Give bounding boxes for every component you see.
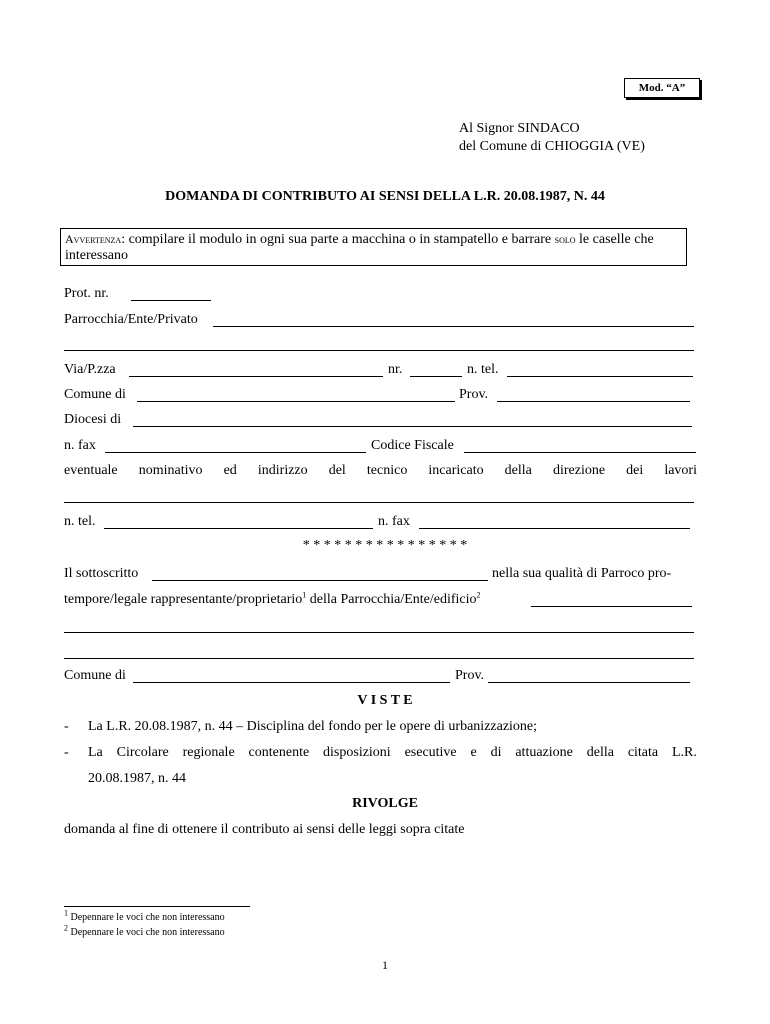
footnote-2-text: Depennare le voci che non interessano: [70, 927, 225, 938]
footnote-1-num: 1: [64, 908, 68, 918]
viste-word: esecutive: [404, 745, 457, 760]
tecnico-word: indirizzo: [257, 463, 308, 478]
viste-word: L.R.: [671, 745, 697, 760]
sottoscritto-label: Il sottoscritto: [64, 566, 139, 581]
warning-text-b: le caselle che interessano: [65, 232, 654, 263]
codice-fiscale-input-line[interactable]: [464, 452, 696, 453]
via-label: Via/P.zza: [64, 362, 116, 377]
viste-item-1: La L.R. 20.08.1987, n. 44 – Disciplina del fondo per le opere di urbanizzazione;: [88, 719, 538, 734]
diocesi-input-line[interactable]: [133, 426, 692, 427]
tel2-input-line[interactable]: [104, 528, 373, 529]
viste-word: della: [586, 745, 614, 760]
rivolge-text: domanda al fine di ottenere il contributo ai sensi delle leggi sopra citate: [64, 822, 465, 837]
edificio-input-line-3[interactable]: [64, 658, 694, 659]
prov-label: Prov.: [459, 387, 489, 402]
comune2-input-line[interactable]: [133, 682, 450, 683]
viste-word: attuazione: [515, 745, 573, 760]
prov2-input-line[interactable]: [488, 682, 690, 683]
viste-dash-1: -: [64, 719, 69, 734]
codice-fiscale-label: Codice Fiscale: [371, 438, 454, 453]
viste-word: disposizioni: [323, 745, 391, 760]
tecnico-word: lavori: [664, 463, 697, 478]
tecnico-word: della: [504, 463, 532, 478]
prov-input-line[interactable]: [497, 401, 690, 402]
form-model-label: Mod. “A”: [624, 78, 700, 98]
tempore-label: [64, 592, 481, 608]
tecnico-word: direzione: [552, 463, 606, 478]
qualita-label: nella sua qualità di Parroco pro-: [492, 566, 672, 581]
viste-heading: V I S T E: [357, 693, 413, 708]
fax-input-line[interactable]: [105, 452, 366, 453]
viste-item-2: [88, 745, 697, 761]
fax-label: n. fax: [64, 438, 96, 453]
viste-word: regionale: [182, 745, 235, 760]
nr-input-line[interactable]: [410, 376, 462, 377]
tecnico-word: ed: [223, 463, 237, 478]
edificio-input-line[interactable]: [531, 606, 692, 607]
tecnico-label: [64, 463, 697, 479]
separator-stars: * * * * * * * * * * * * * * * *: [302, 538, 468, 553]
sottoscritto-input-line[interactable]: [152, 580, 488, 581]
edificio-input-line-2[interactable]: [64, 632, 694, 633]
prot-input-line[interactable]: [131, 300, 211, 301]
parrocchia-input-line-2[interactable]: [64, 350, 694, 351]
page-title: DOMANDA DI CONTRIBUTO AI SENSI DELLA L.R. 20.08.1987, N. 44: [165, 189, 605, 204]
footnote-2: [64, 923, 225, 938]
tecnico-word: del: [328, 463, 346, 478]
footnote-ref-1: 1: [302, 590, 307, 600]
warning-prefix: Avvertenza: [65, 232, 122, 246]
tecnico-word: eventuale: [64, 463, 118, 478]
warning-text-a: : compilare il modulo in ogni sua parte a macchina o in stampatello e barrare: [121, 232, 555, 247]
viste-word: e: [470, 745, 477, 760]
tel2-label: n. tel.: [64, 514, 96, 529]
nr-label: nr.: [388, 362, 403, 377]
viste-dash-2: -: [64, 745, 69, 760]
tel-input-line[interactable]: [507, 376, 693, 377]
tecnico-word: nominativo: [138, 463, 203, 478]
viste-word: contenente: [248, 745, 310, 760]
fax2-label: n. fax: [378, 514, 410, 529]
comune2-label: Comune di: [64, 668, 126, 683]
via-input-line[interactable]: [129, 376, 383, 377]
rivolge-heading: RIVOLGE: [352, 796, 418, 811]
viste-word: di: [490, 745, 502, 760]
tecnico-input-line[interactable]: [64, 502, 694, 503]
footnote-divider: [64, 906, 250, 907]
footnote-1: [64, 908, 225, 923]
tel-label: n. tel.: [467, 362, 499, 377]
warning-solo: solo: [554, 232, 576, 246]
tecnico-word: tecnico: [366, 463, 408, 478]
page-number: 1: [382, 958, 388, 972]
footnote-ref-2: 2: [476, 590, 481, 600]
footnote-2-num: 2: [64, 923, 68, 933]
warning-notice: [60, 228, 687, 266]
addressee-line-1: Al Signor SINDACO: [459, 121, 580, 136]
tecnico-word: incaricato: [428, 463, 484, 478]
viste-word: Circolare: [116, 745, 169, 760]
comune-label: Comune di: [64, 387, 126, 402]
addressee-line-2: del Comune di CHIOGGIA (VE): [459, 139, 645, 154]
viste-word: La: [88, 745, 103, 760]
diocesi-label: Diocesi di: [64, 412, 122, 427]
parrocchia-input-line[interactable]: [213, 326, 694, 327]
della-text: della Parrocchia/Ente/edificio: [306, 592, 477, 607]
viste-word: citata: [627, 745, 659, 760]
comune-input-line[interactable]: [137, 401, 455, 402]
footnote-1-text: Depennare le voci che non interessano: [70, 912, 225, 923]
parrocchia-label: Parrocchia/Ente/Privato: [64, 312, 198, 327]
viste-item-2-cont: 20.08.1987, n. 44: [88, 771, 186, 786]
tecnico-word: dei: [626, 463, 644, 478]
prov2-label: Prov.: [455, 668, 485, 683]
prot-label: Prot. nr.: [64, 286, 109, 301]
fax2-input-line[interactable]: [419, 528, 690, 529]
tempore-text: tempore/legale rappresentante/proprietario: [64, 592, 303, 607]
